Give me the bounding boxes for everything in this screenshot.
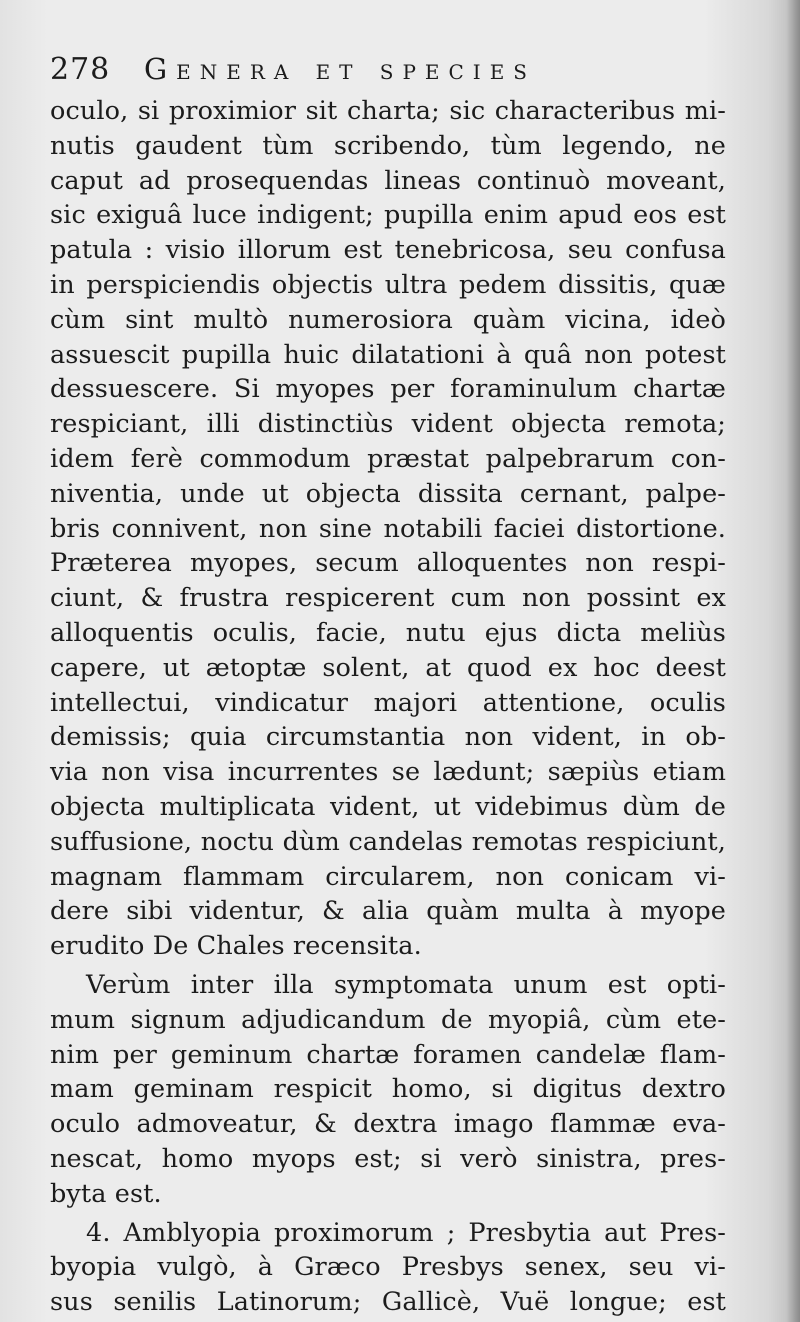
page-gutter-shadow xyxy=(786,0,800,1322)
text-line: objecta multiplicata vident, ut videbimus dùm de xyxy=(50,791,726,822)
text-line: alloquentis oculis, facie, nutu ejus dicta meliùs xyxy=(50,617,726,648)
text-line: Præterea myopes, secum alloquentes non respi- xyxy=(50,548,726,579)
page-number: 278 xyxy=(50,52,111,87)
text-line: ciunt, & frustra respicerent cum non possint ex xyxy=(50,583,726,614)
text-line: oculo, si proximior sit charta; sic characteribus mi- xyxy=(50,96,726,126)
text-line: capere, ut ætoptæ solent, at quod ex hoc deest xyxy=(50,652,726,683)
text-line: erudito De Chales recensita. xyxy=(50,931,422,962)
text-line: caput ad prosequendas lineas continuò moveant, xyxy=(50,165,726,196)
text-line: demissis; quia circumstantia non vident, in ob- xyxy=(50,722,726,753)
paragraph-1 xyxy=(50,94,726,964)
text-line: byta est. xyxy=(50,1178,162,1209)
text-line: nim per geminum chartæ foramen candelæ flam- xyxy=(50,1039,726,1070)
text-line: idem ferè commodum præstat palpebrarum con- xyxy=(50,443,726,474)
text-line: nutis gaudent tùm scribendo, tùm legendo, ne xyxy=(50,130,726,161)
page-text-block xyxy=(50,44,726,1320)
text-line: Verùm inter illa symptomata unum est opti- xyxy=(86,969,726,1000)
text-line: respiciant, illi distinctiùs vident objecta remota; xyxy=(50,409,726,440)
paragraph-3 xyxy=(50,1216,726,1320)
text-line: in perspiciendis objectis ultra pedem dissitis, quæ xyxy=(50,269,726,300)
text-line: patula : visio illorum est tenebricosa, seu confusa xyxy=(50,235,726,266)
text-line: sic exiguâ luce indigent; pupilla enim apud eos est xyxy=(50,200,726,231)
text-line: dere sibi videntur, & alia quàm multa à myope xyxy=(50,896,726,927)
text-line: mum signum adjudicandum de myopiâ, cùm ete- xyxy=(50,1004,726,1035)
paragraph-2 xyxy=(50,968,726,1212)
text-line: nescat, homo myops est; si verò sinistra, pres- xyxy=(50,1143,726,1174)
text-line: suffusione, noctu dùm candelas remotas respiciunt, xyxy=(50,826,726,857)
text-line: assuescit pupilla huic dilatationi à quâ non potest xyxy=(50,339,726,370)
text-line: oculo admoveatur, & dextra imago flammæ eva- xyxy=(50,1109,726,1140)
text-line: dessuescere. Si myopes per foraminulum chartæ xyxy=(50,374,726,405)
text-line: mam geminam respicit homo, si digitus dextro xyxy=(50,1074,726,1105)
text-line: via non visa incurrentes se lædunt; sæpiùs etiam xyxy=(50,757,726,788)
text-line: cùm sint multò numerosiora quàm vicina, ideò xyxy=(50,304,726,335)
text-line: 4. Amblyopia proximorum ; Presbytia aut Pres- xyxy=(86,1217,726,1248)
running-head xyxy=(50,44,726,94)
text-line: sus senilis Latinorum; Gallicè, Vuë longue; est xyxy=(50,1287,726,1318)
text-line: magnam flammam circularem, non conicam vi- xyxy=(50,861,726,892)
text-line: niventia, unde ut objecta dissita cernant, palpe- xyxy=(50,478,726,509)
text-line: byopia vulgò, à Græco Presbys senex, seu vi- xyxy=(50,1252,726,1283)
text-line: intellectui, vindicatur majori attentione, oculis xyxy=(50,687,726,718)
running-title: Genera et species xyxy=(144,52,537,86)
text-line: bris connivent, non sine notabili faciei distortione. xyxy=(50,513,726,544)
